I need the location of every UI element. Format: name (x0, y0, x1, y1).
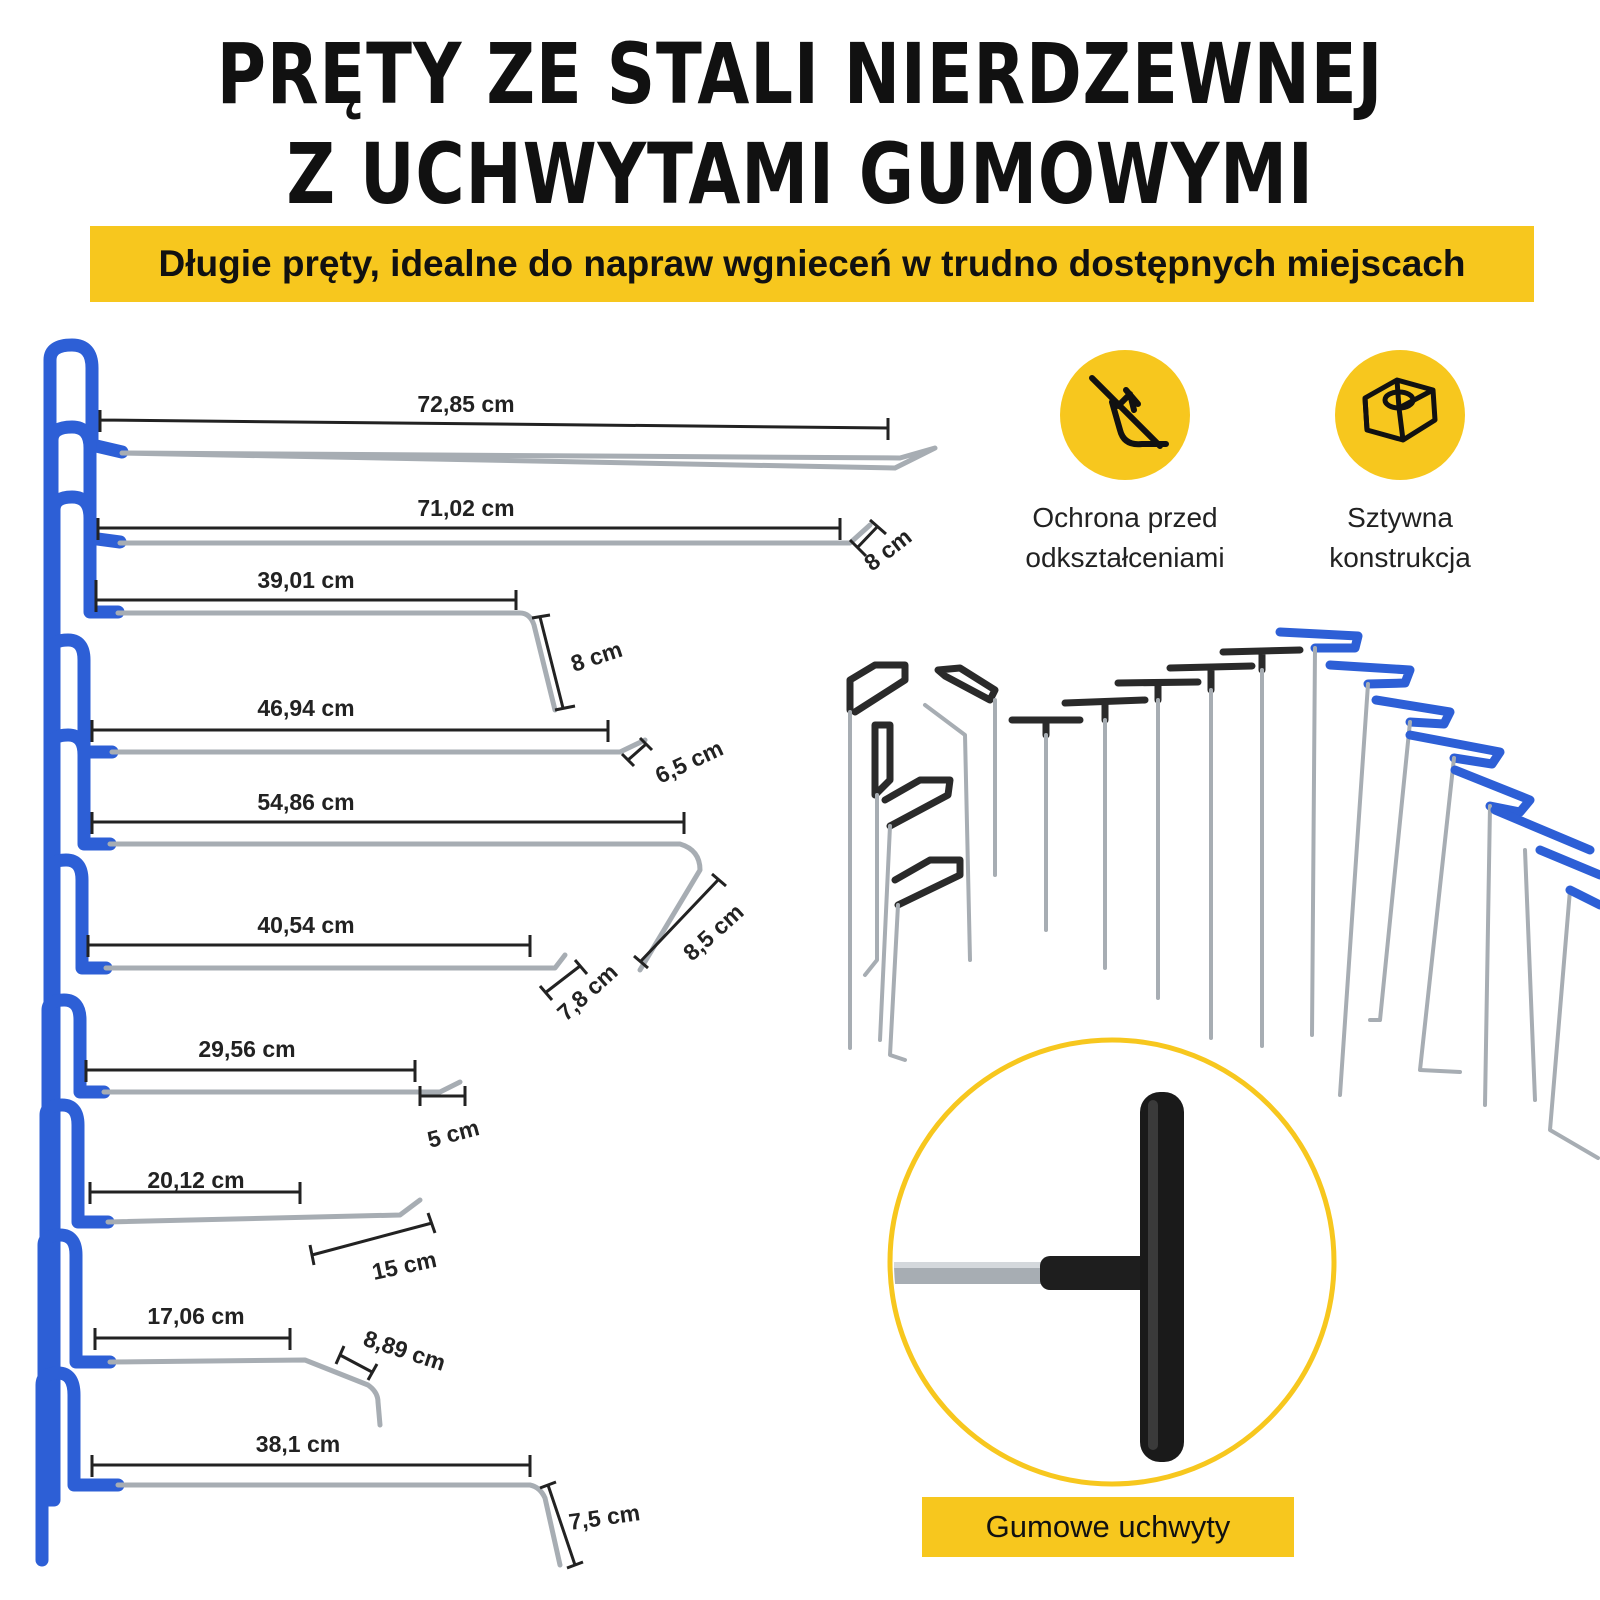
feature-label-line: Ochrona przed (1032, 502, 1218, 533)
rod-tip-label: 5 cm (424, 1114, 482, 1153)
rod-tip-label: 8 cm (567, 635, 626, 677)
feature-label-line: Sztywna (1347, 502, 1453, 533)
grip-label-text: Gumowe uchwyty (985, 1509, 1231, 1544)
rod-length-label: 38,1 cm (255, 1431, 341, 1457)
rod-length-label: 29,56 cm (198, 1036, 296, 1062)
rod-tip-label: 15 cm (369, 1245, 439, 1285)
page-title-line1: PRĘTY ZE STALI NIERDZEWNEJ (216, 25, 1384, 123)
rod-length-label: 40,54 cm (257, 912, 355, 938)
rod-length-label: 72,85 cm (417, 391, 515, 417)
rod-tip-label: 7,5 cm (567, 1499, 642, 1535)
rod-length-label: 46,94 cm (257, 695, 355, 721)
t-grip-handle (1140, 1092, 1184, 1462)
rod-length-label: 20,12 cm (147, 1167, 245, 1193)
feature-label-line: odkształceniami (1025, 542, 1225, 573)
subtitle-text: Długie pręty, idealne do napraw wgnieceń w trudno dostępnych miejscach (158, 243, 1466, 284)
grip-label-banner (922, 1497, 1294, 1557)
rod-length-label: 71,02 cm (417, 495, 515, 521)
rod-length-label: 17,06 cm (147, 1303, 245, 1329)
rod-tip-label: 8,5 cm (677, 898, 749, 966)
rod-tip-label: 7,8 cm (551, 958, 623, 1026)
rod-tip-label: 6,5 cm (651, 734, 728, 789)
rod-tip-label: 8 cm (859, 523, 917, 576)
page-title-line2: Z UCHWYTAMI GUMOWYMI (286, 125, 1314, 223)
rod-length-label: 39,01 cm (257, 567, 355, 593)
rod-tip-label: 8,89 cm (360, 1325, 449, 1376)
rod-length-label: 54,86 cm (257, 789, 355, 815)
feature-label-line: konstrukcja (1329, 542, 1471, 573)
